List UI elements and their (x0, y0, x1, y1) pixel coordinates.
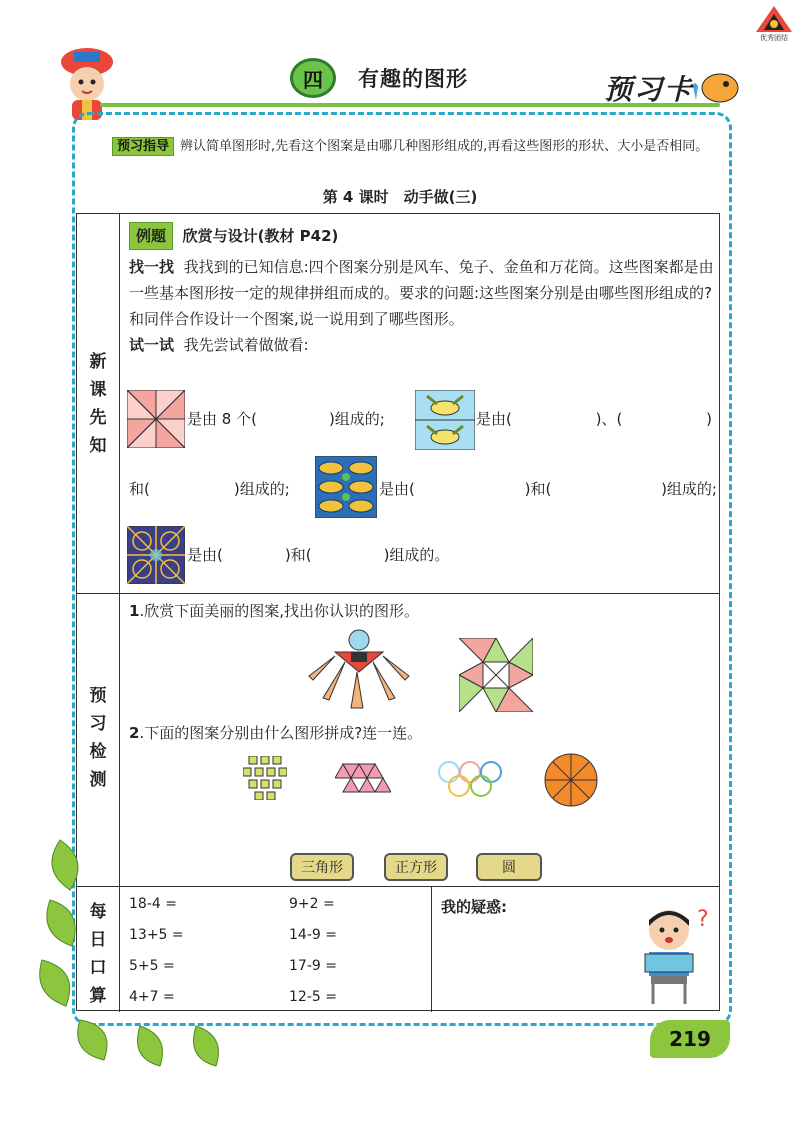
svg-text:?: ? (697, 907, 709, 932)
flower-lamp-pattern (305, 628, 413, 710)
question-2: 2.下面的图案分别由什么图形拼成?连一连。 (129, 724, 423, 742)
leaves-decoration (20, 830, 250, 1070)
section-label-daily: 每 日 口 算 (89, 902, 107, 1006)
star-triangle-pattern (459, 638, 533, 712)
calc-left-3: 5+5 = (129, 958, 175, 974)
calc-right-1: 9+2 = (289, 896, 335, 912)
goldfish-pattern (315, 456, 377, 518)
chapter-number-badge: 四 (290, 58, 336, 98)
calc-left-1: 18-4 = (129, 896, 177, 912)
fill-line-1b: 是由( )、( ) (476, 410, 712, 428)
windmill-pattern (127, 390, 185, 448)
pinwheel-pattern (543, 752, 599, 808)
example-title: 欣赏与设计(教材 P42) (182, 227, 339, 245)
chapter-title: 有趣的图形 (358, 67, 468, 91)
try-line (129, 332, 717, 358)
logo-text: 优秀团结 (760, 34, 788, 42)
fill-line-2a: 和( )组成的; (129, 480, 290, 498)
option-circle[interactable]: 圆 (476, 853, 542, 881)
square-grid-pattern (243, 756, 287, 800)
doubt-label: 我的疑惑: (441, 898, 507, 916)
fish-illustration (690, 56, 750, 116)
reading-boy-illustration (633, 902, 717, 1006)
question-1: 1.欣赏下面美丽的图案,找出你认识的图形。 (129, 602, 419, 620)
guide-badge: 预习指导 (112, 137, 174, 156)
section-label-check: 预 习 检 测 (89, 686, 107, 790)
calc-left-2: 13+5 = (129, 927, 184, 943)
fill-line-3: 是由( )和( )组成的。 (187, 546, 450, 564)
lesson-title: 第 4 课时 动手做(三) (322, 188, 478, 206)
calc-right-3: 17-9 = (289, 958, 337, 974)
find-text: 我找到的已知信息:四个图案分别是风车、兔子、金鱼和万花筒。这些图案都是由一些基本图形按一定的规律拼组而成的。要求的问题:这些图案分别是由哪些图形组成的?和同伴合作设计一个图案,说一说用到了哪些图形。 (129, 258, 714, 328)
calc-right-2: 14-9 = (289, 927, 337, 943)
section-label-new: 新 课 先 知 (89, 352, 107, 456)
preview-card-label: 预习卡 (604, 73, 695, 106)
example-badge: 例题 (129, 222, 173, 250)
option-triangle[interactable]: 三角形 (290, 853, 354, 881)
find-label: 找一找 (129, 258, 175, 276)
example-block (129, 222, 717, 358)
fill-line-2b: 是由( )和( )组成的; (379, 480, 717, 498)
triangle-hex-pattern (335, 762, 391, 794)
rabbit-pattern (415, 390, 475, 450)
calc-left-4: 4+7 = (129, 989, 175, 1005)
try-text: 我先尝试着做做看: (183, 336, 309, 354)
find-paragraph (129, 254, 717, 332)
guide-text: 辨认简单图形时,先看这个图案是由哪几种图形组成的,再看这些图形的形状、大小是否相同。 (180, 139, 709, 154)
preview-guide (112, 136, 722, 158)
mascot-illustration (52, 40, 122, 122)
fill-line-1a: 是由 8 个( )组成的; (187, 410, 385, 428)
example-heading (129, 222, 717, 250)
page-number: 219 (650, 1020, 730, 1058)
calc-right-4: 12-5 = (289, 989, 337, 1005)
kaleidoscope-pattern (127, 526, 185, 584)
chapter-header (290, 58, 468, 98)
try-label: 试一试 (129, 336, 175, 354)
option-square[interactable]: 正方形 (384, 853, 448, 881)
rings-pattern (437, 760, 503, 800)
